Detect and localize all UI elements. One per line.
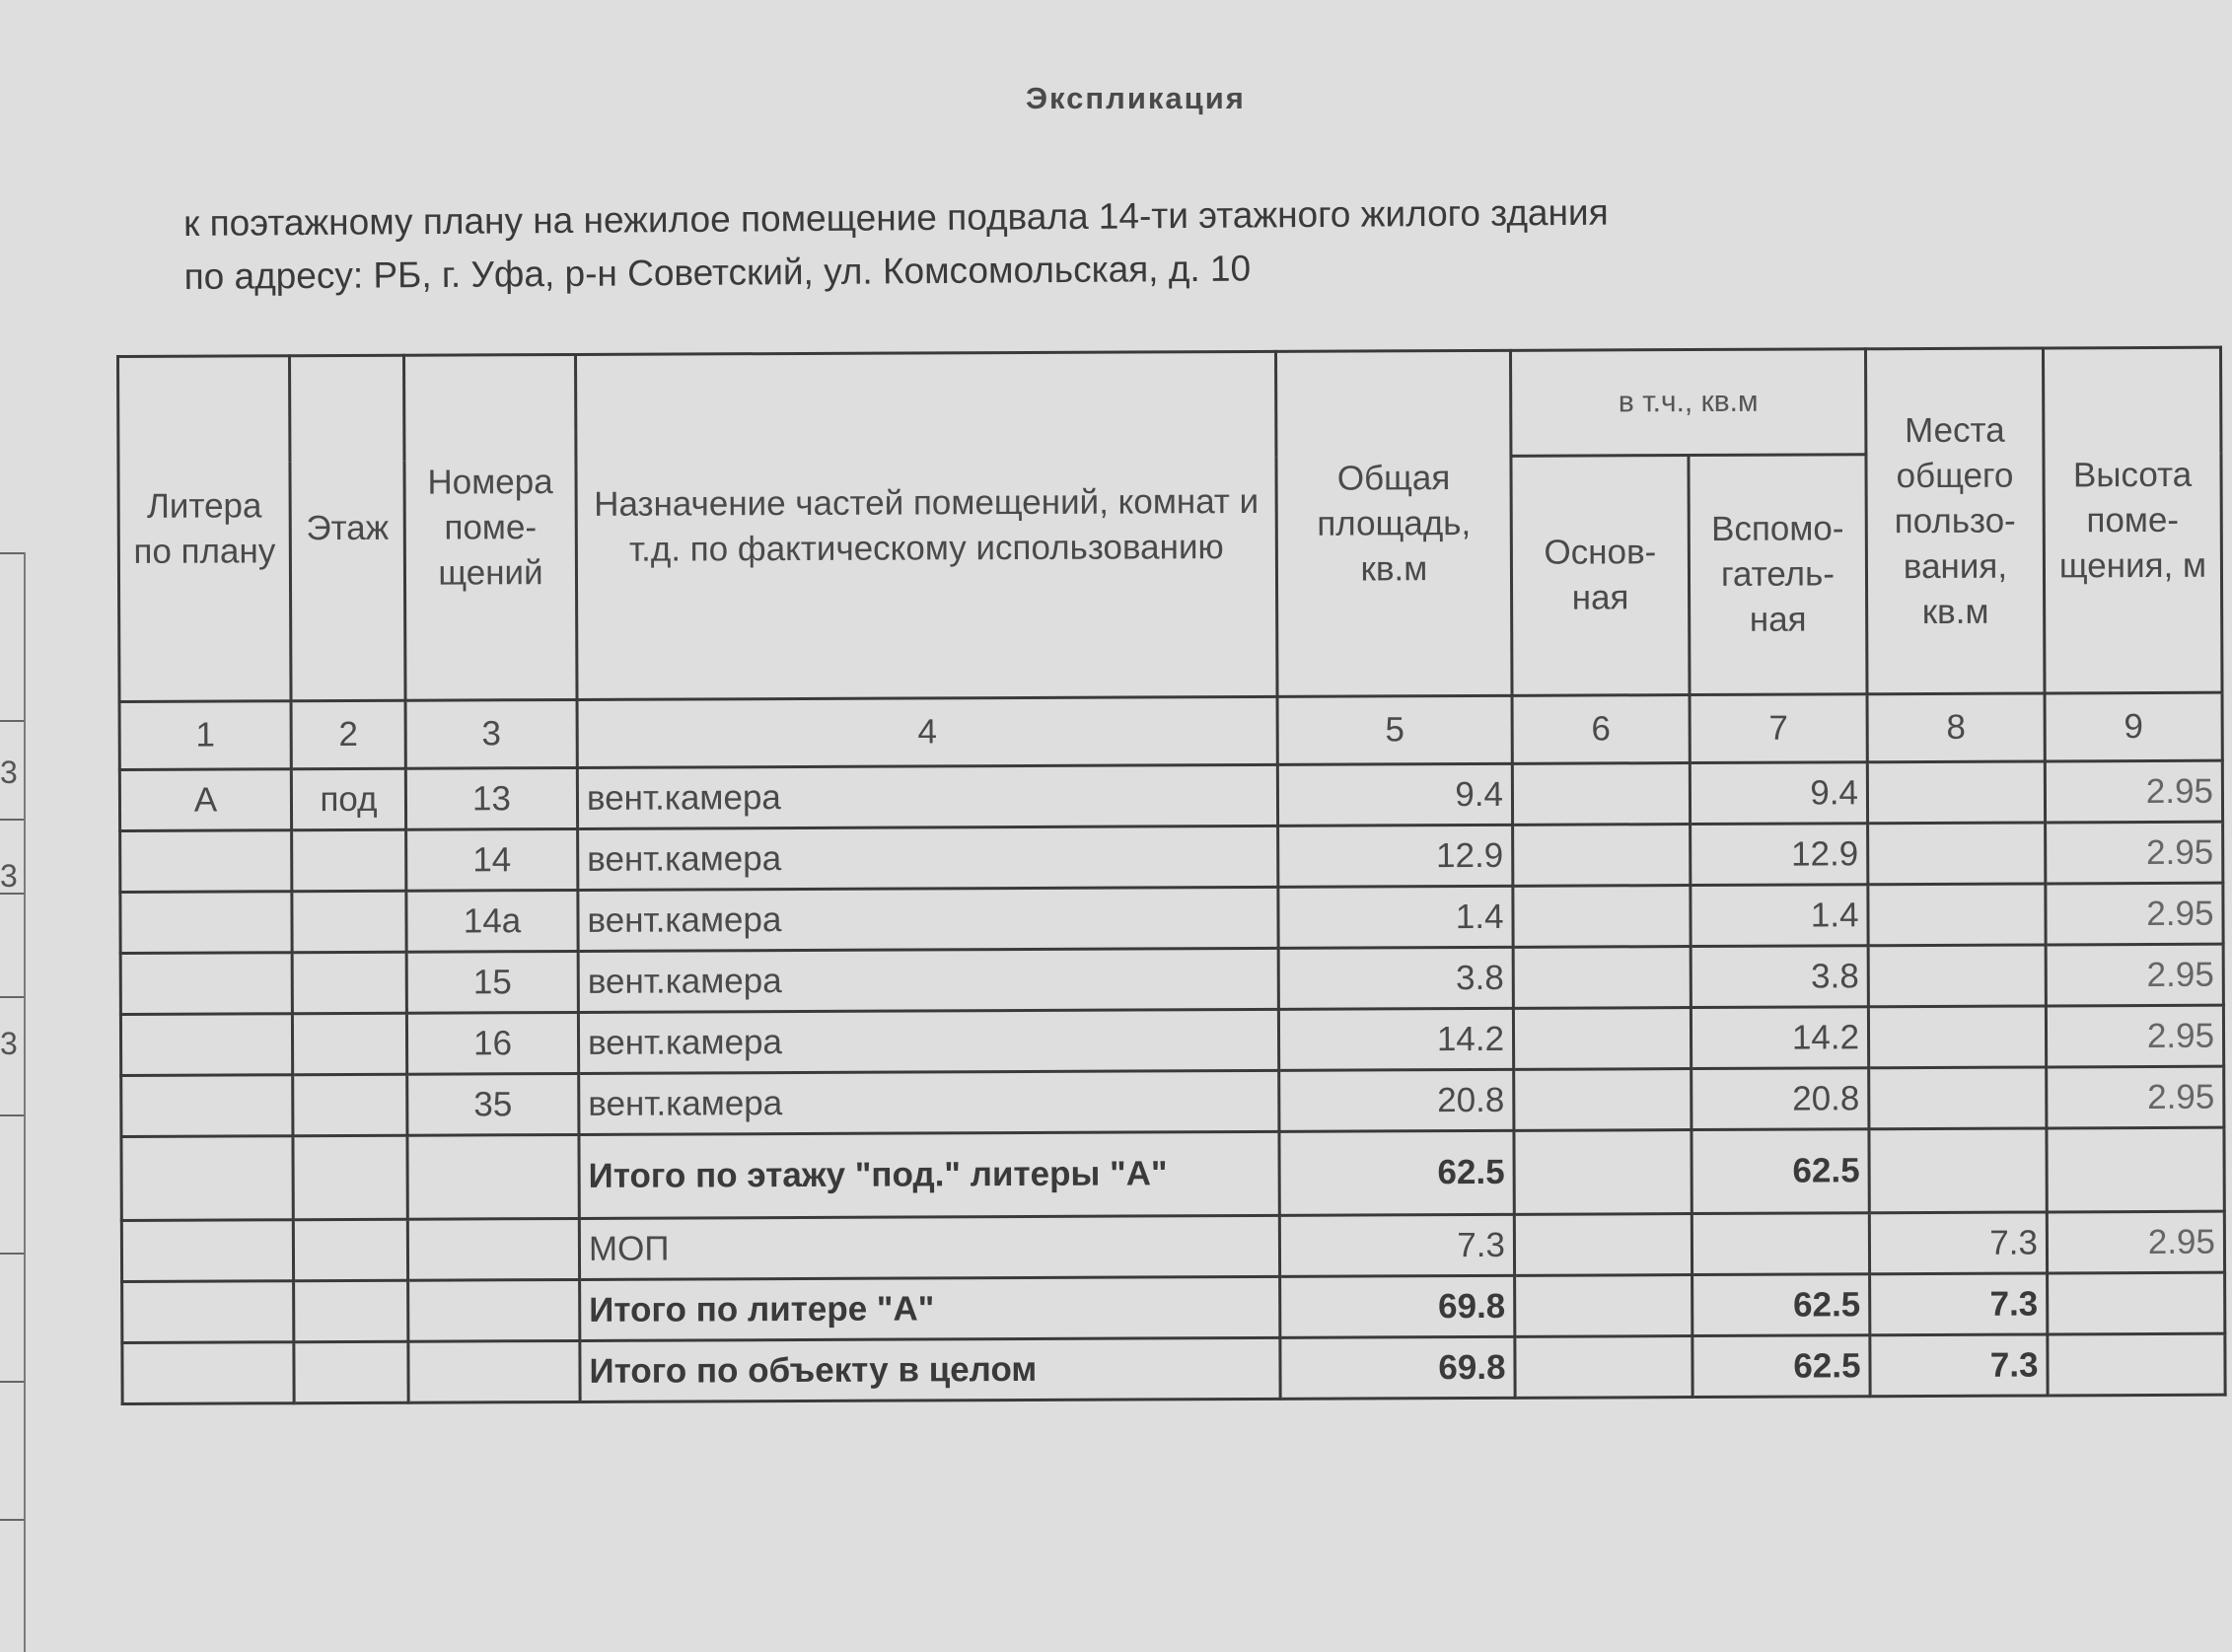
table-cell	[294, 1280, 408, 1342]
table-cell	[407, 1218, 579, 1280]
header-room-height: Высота поме-щения, м	[2043, 347, 2222, 693]
table-total-row	[121, 1127, 2224, 1220]
table-cell: 13	[405, 767, 577, 829]
table-cell: 1.4	[1278, 886, 1513, 948]
column-number: 2	[291, 700, 405, 769]
table-cell	[408, 1340, 580, 1402]
header-total-area: Общая площадь, кв.м	[1275, 350, 1512, 696]
table-cell	[120, 892, 292, 954]
margin-tick	[0, 1381, 24, 1383]
table-row	[120, 822, 2223, 892]
table-cell: 14а	[406, 890, 578, 952]
table-cell	[122, 1281, 294, 1343]
table-cell	[292, 952, 406, 1014]
table-cell: 9.4	[1690, 762, 1867, 825]
table-cell: 69.8	[1280, 1336, 1515, 1399]
table-cell: 2.95	[2047, 1211, 2224, 1273]
page-title: Экспликация	[1026, 81, 1246, 115]
table-cell	[292, 1013, 406, 1075]
table-cell	[1513, 825, 1691, 887]
table-row	[121, 1066, 2224, 1136]
table-cell	[408, 1279, 580, 1341]
margin-tick	[0, 819, 24, 821]
table-cell	[293, 1074, 407, 1136]
table-cell	[1515, 1336, 1692, 1399]
table-cell	[1514, 1130, 1692, 1215]
table-cell: 9.4	[1277, 763, 1512, 826]
explication-table	[116, 346, 2227, 1405]
table-cell: 3.8	[1691, 946, 1868, 1008]
table-row	[120, 944, 2223, 1014]
table-cell: Итого по литере "А"	[580, 1276, 1280, 1340]
table-cell: 2.95	[2047, 1066, 2224, 1128]
table-cell: МОП	[579, 1215, 1279, 1279]
document-subtitle	[183, 186, 1609, 304]
table-cell: 2.95	[2046, 1005, 2223, 1067]
table-cell	[1868, 823, 2046, 885]
table-cell: вент.камера	[578, 887, 1278, 951]
table-cell: 1.4	[1691, 885, 1868, 947]
table-cell: 14	[406, 828, 578, 891]
table-row	[121, 1211, 2224, 1281]
table-cell: 14.2	[1278, 1008, 1513, 1070]
table-cell: вент.камера	[578, 1009, 1278, 1073]
table-cell	[1513, 1008, 1691, 1070]
column-number: 8	[1867, 693, 2045, 762]
table-cell	[1867, 761, 2045, 824]
table-cell: 16	[406, 1012, 578, 1074]
header-auxiliary-area: Вспомо-гатель-ная	[1689, 455, 1867, 695]
table-total-row	[122, 1272, 2225, 1342]
header-main-area: Основ-ная	[1511, 456, 1690, 696]
column-number: 3	[405, 699, 577, 768]
margin-tick	[0, 1519, 24, 1521]
table-total-row	[122, 1333, 2225, 1403]
table-cell: 2.95	[2046, 944, 2223, 1006]
table-row	[119, 760, 2222, 830]
column-number: 5	[1277, 695, 1512, 764]
table-cell: вент.камера	[579, 1070, 1279, 1134]
header-common-areas: Места общего пользо-вания, кв.м	[1865, 348, 2045, 694]
column-number: 7	[1690, 694, 1867, 763]
header-floor: Этаж	[290, 355, 406, 701]
table-cell	[1868, 884, 2046, 946]
table-cell	[1868, 945, 2046, 1007]
table-row	[120, 883, 2223, 953]
left-margin-rule	[24, 552, 26, 1652]
table-cell: 3.8	[1278, 947, 1513, 1009]
table-cell: вент.камера	[578, 948, 1278, 1012]
table-cell: 7.3	[1279, 1214, 1514, 1276]
header-including: в т.ч., кв.м	[1510, 349, 1865, 457]
table-cell: вент.камера	[577, 764, 1277, 828]
margin-mark: 3	[0, 858, 18, 894]
table-cell: 62.5	[1692, 1129, 1869, 1214]
table-cell	[1513, 947, 1691, 1009]
table-cell: 15	[406, 951, 578, 1013]
table-cell	[122, 1342, 294, 1404]
margin-tick	[0, 552, 24, 554]
table-cell	[2048, 1272, 2225, 1334]
table-cell: 69.8	[1280, 1275, 1515, 1337]
table-cell	[120, 953, 292, 1015]
table-cell: 2.95	[2046, 883, 2223, 945]
table-cell	[293, 1135, 407, 1220]
table-cell: 7.3	[1870, 1334, 2048, 1397]
explication-table-wrapper	[116, 346, 2227, 1405]
table-cell	[293, 1219, 407, 1281]
column-number: 1	[119, 701, 291, 770]
table-cell	[121, 1136, 293, 1221]
table-cell	[1869, 1067, 2047, 1129]
table-cell: 7.3	[1870, 1273, 2048, 1335]
table-cell: 20.8	[1279, 1069, 1514, 1131]
table-cell: 62.5	[1692, 1335, 1870, 1398]
table-cell	[1512, 763, 1690, 826]
table-cell: Итого по этажу "под." литеры "А"	[579, 1131, 1279, 1218]
table-cell: вент.камера	[578, 826, 1278, 890]
table-cell	[407, 1134, 579, 1219]
table-row	[120, 1005, 2223, 1075]
table-cell	[1513, 886, 1691, 948]
table-body	[119, 692, 2225, 1403]
header-room-numbers: Номера поме-щений	[404, 354, 578, 700]
column-number: 6	[1512, 695, 1690, 764]
table-cell: 62.5	[1279, 1130, 1514, 1215]
table-cell	[2048, 1333, 2225, 1396]
table-cell	[2047, 1127, 2224, 1212]
header-purpose: Назначение частей помещений, комнат и т.д. по фактическому использованию	[576, 351, 1278, 699]
table-cell	[1514, 1069, 1692, 1131]
table-cell: 35	[407, 1073, 579, 1135]
table-cell: 14.2	[1691, 1007, 1868, 1069]
table-cell	[121, 1220, 293, 1282]
table-cell	[1869, 1128, 2047, 1213]
table-cell	[120, 1014, 292, 1076]
table-cell: 7.3	[1869, 1212, 2047, 1274]
margin-tick	[0, 1253, 24, 1255]
column-number: 9	[2045, 692, 2222, 761]
margin-mark: 3	[0, 754, 18, 790]
table-cell: Итого по объекту в целом	[580, 1337, 1280, 1401]
table-cell	[1515, 1275, 1692, 1337]
table-cell: А	[119, 769, 291, 831]
table-cell	[1514, 1214, 1692, 1276]
table-cell	[121, 1075, 293, 1137]
column-number: 4	[577, 696, 1277, 767]
subtitle-line-2: по адресу: РБ, г. Уфа, р-н Советский, ул. Комсомольская, д. 10	[183, 248, 1252, 297]
table-cell	[120, 830, 292, 893]
table-cell	[1868, 1006, 2046, 1068]
margin-tick	[0, 996, 24, 998]
table-cell: 12.9	[1691, 824, 1868, 886]
header-litera: Литера по плану	[118, 356, 292, 702]
margin-mark: 3	[0, 1026, 18, 1061]
margin-tick	[0, 1114, 24, 1116]
table-cell	[292, 829, 406, 892]
table-cell	[294, 1341, 408, 1403]
table-cell: 2.95	[2045, 760, 2222, 823]
table-cell: под	[291, 768, 405, 830]
table-cell: 2.95	[2046, 822, 2223, 884]
table-cell	[1692, 1213, 1869, 1275]
table-cell: 12.9	[1278, 825, 1513, 887]
margin-tick	[0, 720, 24, 722]
subtitle-line-1: к поэтажному плану на нежилое помещение подвала 14-ти этажного жилого здания	[183, 191, 1609, 244]
table-cell: 20.8	[1692, 1068, 1869, 1130]
table-cell	[292, 891, 406, 953]
column-number-row	[119, 692, 2222, 769]
table-cell: 62.5	[1692, 1274, 1870, 1336]
